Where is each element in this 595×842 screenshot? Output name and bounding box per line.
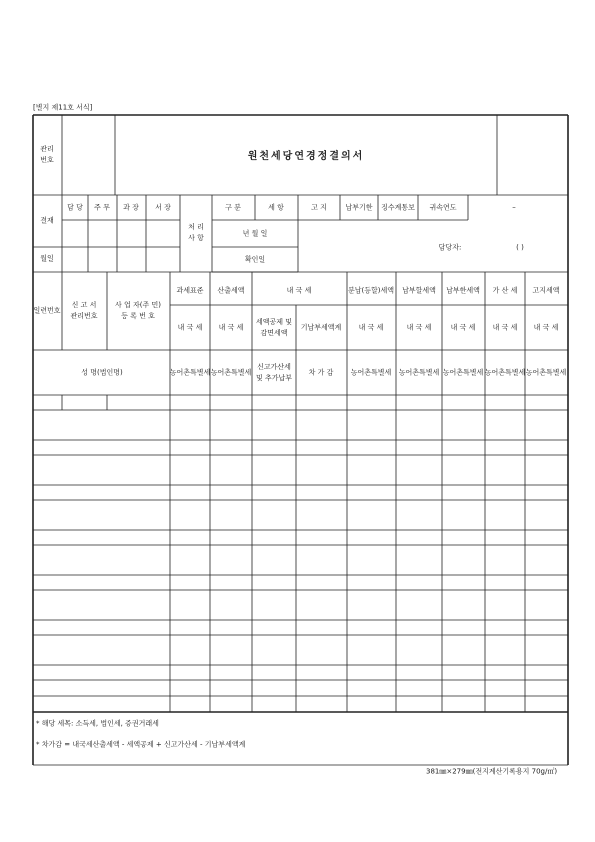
officer-label: 담당자:	[438, 243, 462, 252]
tax-row2-cell: 내 국 세	[177, 323, 203, 332]
process-header-collection: 징수계통보	[381, 203, 415, 212]
tax-row3-cell: 차 가 감	[308, 368, 334, 377]
tax-row3-cell: 농어촌특별세	[484, 368, 526, 377]
tax-header-domestic: 내 국 세	[286, 286, 312, 295]
tax-row3-cell: 농어촌특별세	[169, 368, 211, 377]
officer-paren: ( )	[516, 243, 524, 252]
tax-row3-cell: 농어촌특별세	[525, 368, 567, 377]
form-number: [별지 제11호 서식]	[33, 103, 93, 112]
tax-row2-cell: 내 국 세	[358, 323, 384, 332]
tax-row3-cell: 농어촌특별세	[442, 368, 484, 377]
tax-row3-cell: 농어촌특별세	[350, 368, 392, 377]
process-header-item: 세 항	[268, 203, 284, 212]
approval-col-section: 과 장	[123, 203, 139, 212]
name-label: 성 명(법인명)	[81, 368, 123, 377]
tax-header-paid: 납부한세액	[446, 286, 480, 295]
approval-label: 결재	[40, 216, 54, 225]
process-date-row: 년 월 일	[242, 229, 268, 238]
tax-header-penalty: 가 산 세	[492, 286, 518, 295]
paper-spec: 381㎜×279㎜(전지계산기록용지 70g/㎡)	[426, 767, 558, 776]
process-confirm-row: 확인일	[244, 255, 266, 264]
tax-row3-cell: 농어촌특별세	[210, 368, 252, 377]
approval-col-staff: 담 당	[67, 203, 83, 212]
tax-row2-cell: 내 국 세	[533, 323, 559, 332]
process-header-type: 구 분	[225, 203, 241, 212]
tax-header-installment: 분납(등할)세액	[347, 286, 395, 295]
date-label: 월일	[40, 254, 54, 263]
approval-col-director: 서 장	[155, 203, 171, 212]
note-net-formula: * 차가감 = 내국세산출세액 - 세액공제 + 신고가산세 - 기납부세액계	[36, 740, 246, 749]
tax-header-base: 과세표준	[176, 286, 204, 295]
business-label: 사 업 자(주 민) 등 록 번 호	[115, 300, 161, 320]
report-mgmt-label: 신 고 서 관리번호	[70, 300, 98, 320]
tax-row3-cell: 신고가산세 및 추가납부	[255, 362, 293, 382]
tax-row3-cell: 농어촌특별세	[398, 368, 440, 377]
manage-no-label: 관리 번호	[40, 144, 54, 164]
tax-header-payable: 납부할세액	[402, 286, 436, 295]
tax-row2-cell: 내 국 세	[492, 323, 518, 332]
process-label: 처 리 사 항	[188, 222, 204, 242]
process-dash: –	[512, 203, 516, 212]
tax-row2-cell: 기납부세액계	[300, 323, 342, 332]
process-header-year: 귀속연도	[429, 203, 457, 212]
process-header-due: 납부기한	[345, 203, 373, 212]
tax-row2-cell: 내 국 세	[450, 323, 476, 332]
tax-header-notice: 고지세액	[532, 286, 560, 295]
tax-row2-cell: 내 국 세	[218, 323, 244, 332]
tax-row2-cell: 내 국 세	[406, 323, 432, 332]
process-header-notice: 고 지	[311, 203, 327, 212]
approval-col-chief: 주 무	[94, 203, 110, 212]
serial-label: 일련번호	[33, 306, 61, 315]
tax-header-calculated: 산출세액	[217, 286, 245, 295]
note-tax-items: * 해당 세목: 소득세, 법인세, 증권거래세	[36, 719, 159, 728]
form-title: 원천세당연경정결의서	[247, 151, 365, 162]
tax-row2-cell: 세액공제 및 감면세액	[255, 317, 293, 337]
